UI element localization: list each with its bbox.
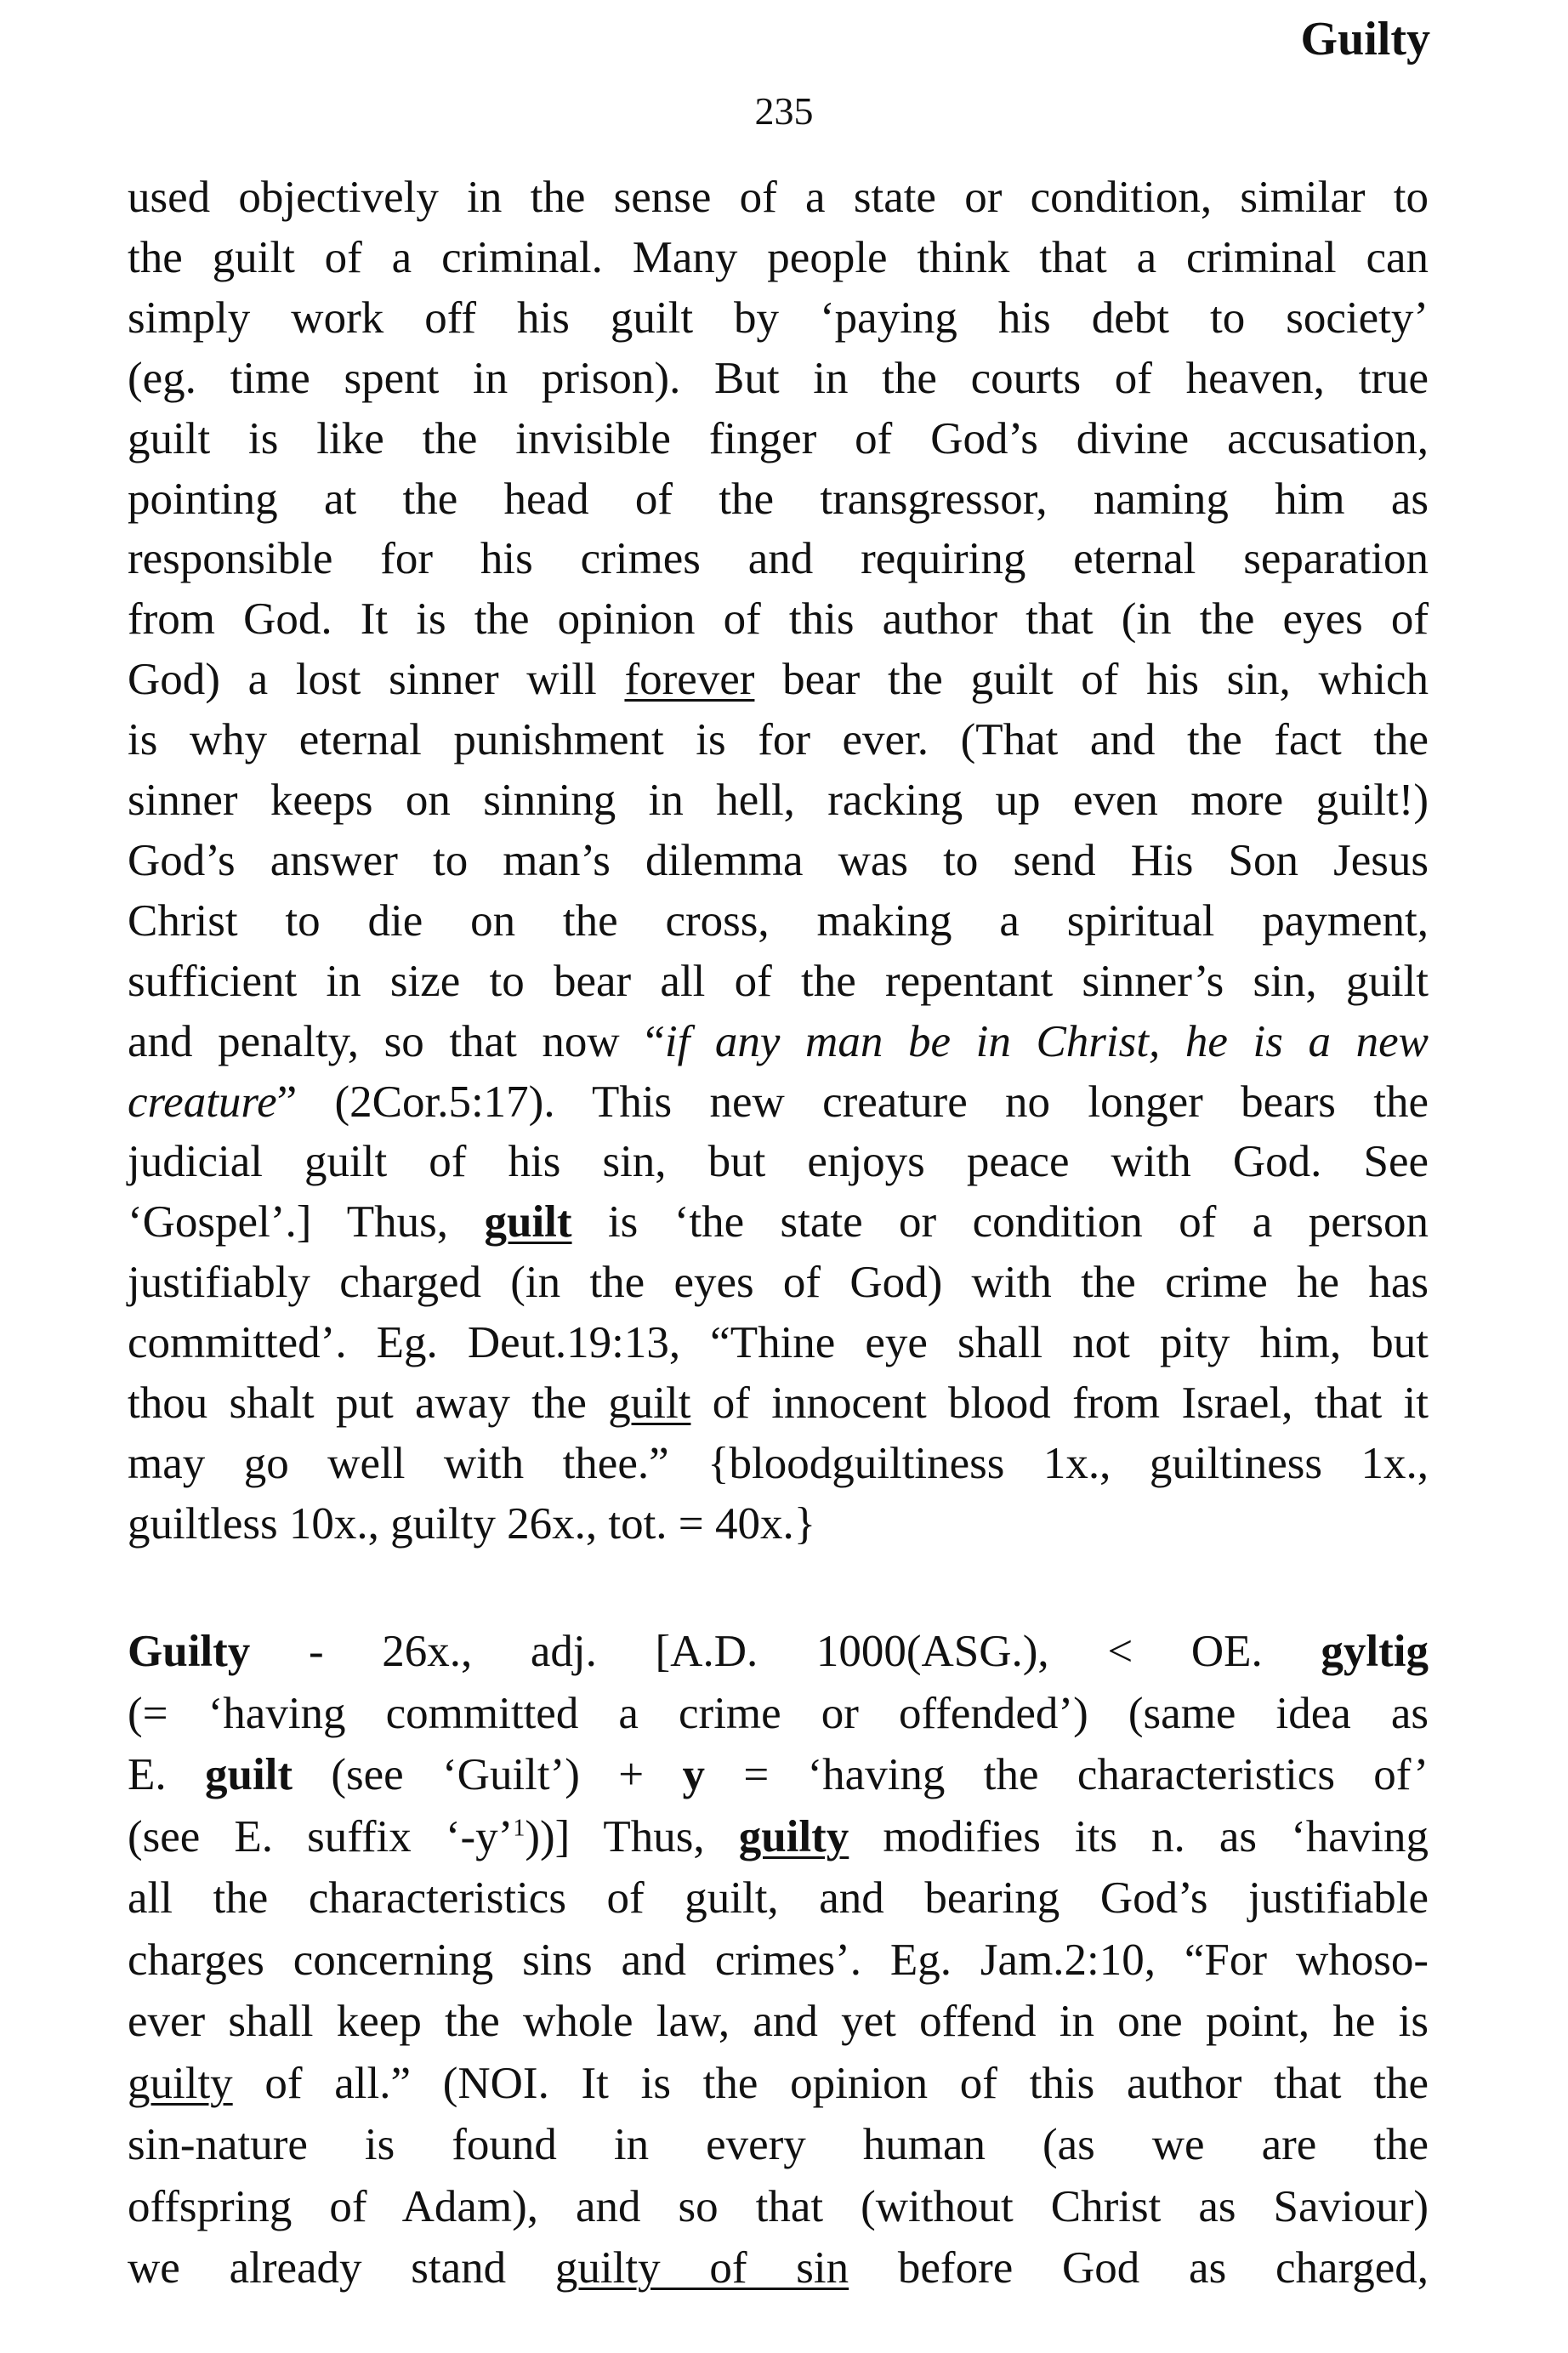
text-run: ever shall keep the whole law, and yet offend in one point, he is — [128, 1997, 1429, 2046]
styled-text: guilty — [128, 2058, 233, 2108]
styled-text: creature — [128, 1077, 277, 1127]
text-line — [128, 830, 1429, 891]
text-run: guilt is like the invisible finger of God’s divine accusation, — [128, 413, 1429, 463]
text-line — [128, 1252, 1429, 1313]
text-run: (see E. suffix ‘-y’ — [128, 1811, 514, 1861]
text-line — [128, 1312, 1429, 1373]
text-run: sufficient in size to bear all of the repentant sinner’s sin, guilt — [128, 956, 1429, 1006]
text-run: sinner keeps on sinning in hell, racking up even more guilt!) — [128, 776, 1429, 825]
text-line — [128, 1493, 1429, 1554]
text-run: offspring of Adam), and so that (without Christ as Saviour) — [128, 2181, 1429, 2231]
text-run: guiltless 10x., guilty 26x., tot. = 40x.} — [128, 1498, 816, 1549]
text-run: we already stand — [128, 2243, 555, 2293]
text-run: is ‘the state or condition of a person — [571, 1197, 1429, 1248]
text-run: God) a lost sinner will — [128, 655, 625, 705]
text-run: responsible for his crimes and requiring eternal separation — [128, 534, 1429, 584]
text-line — [128, 1621, 1429, 1682]
text-line — [128, 348, 1429, 409]
running-head: Guilty — [1300, 13, 1430, 65]
text-line — [128, 167, 1429, 228]
text-run: simply work off his guilt by ‘paying his debt to society’ — [128, 293, 1429, 343]
text-run: (eg. time spent in prison). But in the courts of heaven, true — [128, 353, 1429, 403]
text-run: bear the guilt of his sin, which — [754, 655, 1429, 705]
text-run: E. — [128, 1750, 205, 1799]
styled-text: gyltig — [1321, 1627, 1429, 1676]
text-run: (= ‘having committed a crime or offended’) (same idea as — [128, 1688, 1429, 1738]
text-run: of innocent blood from Israel, that it — [690, 1378, 1429, 1428]
text-run: modifies its n. as ‘having — [849, 1811, 1429, 1861]
text-line — [128, 287, 1429, 349]
text-run: Christ to die on the cross, making a spiritual payment, — [128, 895, 1429, 946]
text-line — [128, 1071, 1429, 1133]
text-run: sin-nature is found in every human (as we are the — [128, 2120, 1429, 2169]
text-line — [128, 1433, 1429, 1494]
text-run: charges concerning sins and crimes’. Eg. Jam.2:10, “For whoso- — [128, 1935, 1429, 1985]
text-run: all the characteristics of guilt, and bearing God’s justifiable — [128, 1873, 1429, 1923]
text-line — [128, 2114, 1429, 2175]
text-line — [128, 469, 1429, 530]
text-run: used objectively in the sense of a state or condition, similar to — [128, 173, 1429, 222]
styled-text: if any man be in Christ, he is a new — [664, 1016, 1429, 1066]
text-run: is why eternal punishment is for ever. (That and the fact the — [128, 715, 1429, 765]
text-run: ‘Gospel’.] Thus, — [128, 1197, 485, 1248]
styled-text: guilt — [608, 1378, 691, 1428]
styled-text: guilty of sin — [554, 2243, 849, 2293]
text-line — [128, 1744, 1429, 1805]
text-line — [128, 951, 1429, 1012]
text-line — [128, 2237, 1429, 2299]
text-line — [128, 588, 1429, 650]
text-run: God’s answer to man’s dilemma was to send His Son Jesus — [128, 835, 1429, 885]
text-line — [128, 2053, 1429, 2114]
styled-text: guilt — [484, 1197, 572, 1248]
text-run: thou shalt put away the — [128, 1378, 609, 1428]
text-run: committed’. Eg. Deut.19:13, “Thine eye shall not pity him, but — [128, 1318, 1429, 1368]
text-run: judicial guilt of his sin, but enjoys peace with God. See — [128, 1137, 1429, 1187]
text-run: ” (2Cor.5:17). This new creature no longer bears the — [276, 1077, 1429, 1127]
text-line — [128, 1930, 1429, 1991]
text-run: pointing at the head of the transgressor, naming him as — [128, 474, 1429, 524]
text-line — [128, 1867, 1429, 1929]
styled-text: Guilty — [128, 1627, 251, 1676]
styled-text: forever — [624, 655, 755, 705]
text-line — [128, 1991, 1429, 2052]
text-line — [128, 1683, 1429, 1744]
text-line — [128, 227, 1429, 288]
styled-text: guilt — [204, 1750, 293, 1799]
text-line — [128, 1011, 1429, 1072]
text-line — [128, 2176, 1429, 2237]
text-run: of all.” (NOI. It is the opinion of this author that the — [232, 2058, 1429, 2108]
text-run: the guilt of a criminal. Many people think that a criminal can — [128, 232, 1429, 282]
text-run: may go well with thee.” {bloodguiltiness 1x., guiltiness 1x., — [128, 1438, 1429, 1488]
text-run: ))] Thus, — [525, 1811, 739, 1861]
text-line — [128, 770, 1429, 831]
text-line — [128, 1191, 1429, 1253]
text-line — [128, 1806, 1429, 1867]
text-run: - 26x., adj. [A.D. 1000(ASG.), < OE. — [250, 1627, 1321, 1676]
styled-text: guilty — [738, 1811, 849, 1861]
text-line — [128, 1373, 1429, 1434]
text-run: before God as charged, — [849, 2243, 1429, 2293]
page-number: 235 — [754, 89, 814, 133]
text-line — [128, 528, 1429, 589]
text-line — [128, 649, 1429, 710]
text-line — [128, 1131, 1429, 1192]
text-line — [128, 408, 1429, 469]
styled-text: 1 — [513, 1814, 526, 1841]
text-line — [128, 890, 1429, 952]
text-run: = ‘having the characteristics of’ — [704, 1750, 1429, 1799]
text-run: (see ‘Guilt’) + — [293, 1750, 683, 1799]
text-run: and penalty, so that now “ — [128, 1016, 665, 1066]
styled-text: y — [682, 1750, 705, 1799]
text-run: justifiably charged (in the eyes of God) with the crime he has — [128, 1258, 1429, 1308]
text-line — [128, 709, 1429, 770]
text-run: from God. It is the opinion of this author that (in the eyes of — [128, 594, 1429, 645]
